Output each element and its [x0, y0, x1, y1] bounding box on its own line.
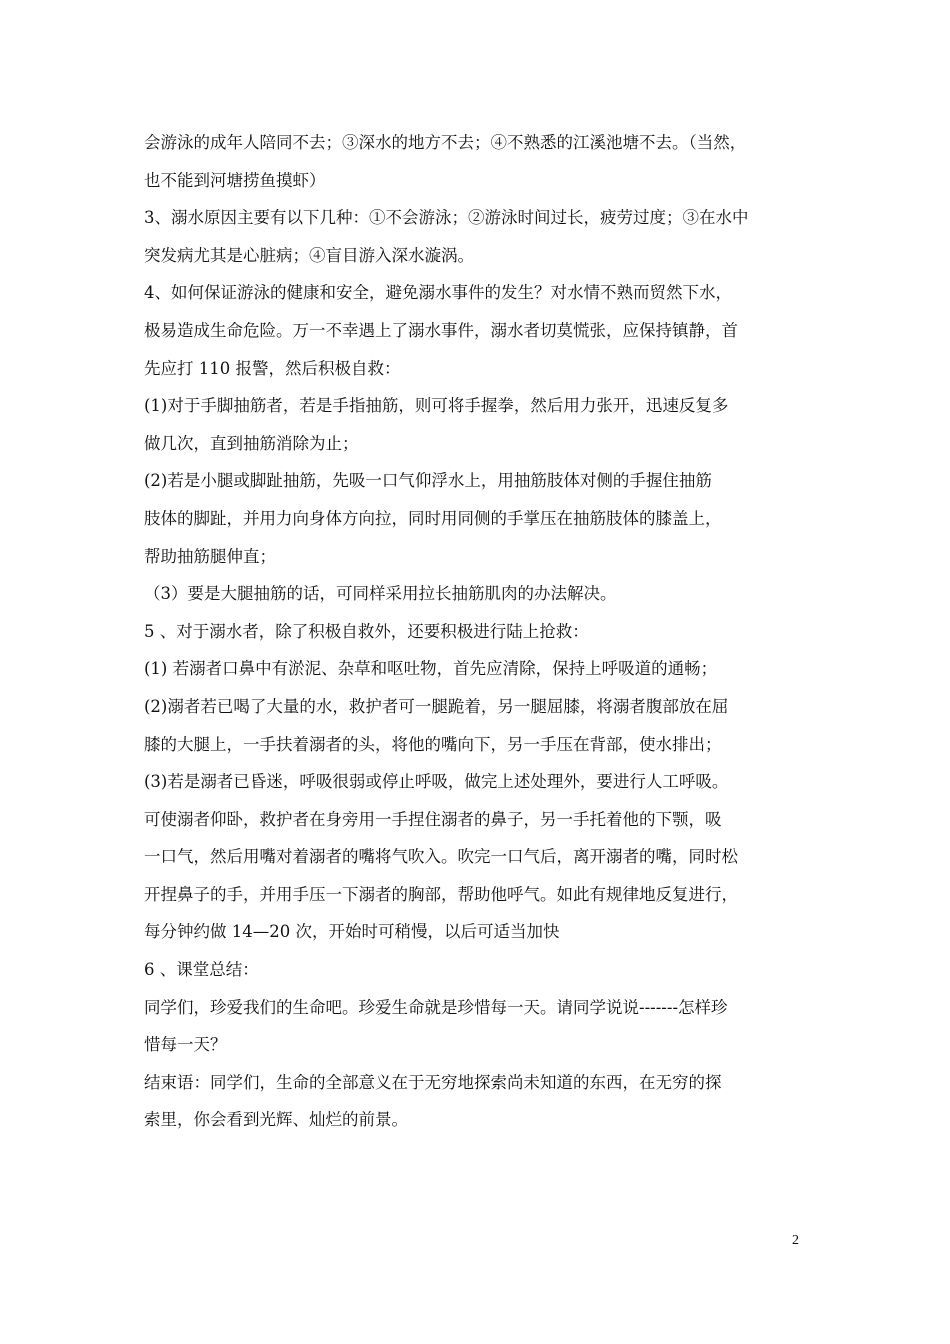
body-line: 极易造成生命危险。万一不幸遇上了溺水事件，溺水者切莫慌张，应保持镇静，首 — [144, 320, 738, 340]
body-line: （3）要是大腿抽筋的话，可同样采用拉长抽筋肌肉的办法解决。 — [144, 584, 617, 604]
body-line: 可使溺者仰卧，救护者在身旁用一手捏住溺者的鼻子，另一手托着他的下颚，吸 — [144, 809, 722, 829]
body-line: 也不能到河塘捞鱼摸虾） — [144, 170, 326, 190]
body-line: (1) 若溺者口鼻中有淤泥、杂草和呕吐物，首先应清除，保持上呼吸道的通畅； — [144, 659, 718, 679]
body-line: 膝的大腿上，一手扶着溺者的头，将他的嘴向下，另一手压在背部，使水排出； — [144, 734, 722, 754]
body-line: (2)溺者若已喝了大量的水，救护者可一腿跪着，另一腿屈膝，将溺者腹部放在屈 — [144, 696, 729, 716]
body-line: (3)若是溺者已昏迷，呼吸很弱或停止呼吸，做完上述处理外，要进行人工呼吸。 — [144, 772, 729, 792]
body-line: 开捏鼻子的手，并用手压一下溺者的胸部，帮助他呼气。如此有规律地反复进行， — [144, 884, 738, 904]
body-line: 4、如何保证游泳的健康和安全，避免溺水事件的发生？对水情不熟而贸然下水， — [144, 283, 732, 303]
body-line: (2)若是小腿或脚趾抽筋，先吸一口气仰浮水上，用抽筋肢体对侧的手握住抽筋 — [144, 471, 712, 491]
body-line: 结束语：同学们，生命的全部意义在于无穷地探索尚未知道的东西，在无穷的探 — [144, 1072, 722, 1092]
body-line: 一口气，然后用嘴对着溺者的嘴将气吹入。吹完一口气后，离开溺者的嘴，同时松 — [144, 847, 738, 867]
body-line: 先应打 110 报警，然后积极自救： — [144, 358, 401, 378]
body-line: 3、溺水原因主要有以下几种：①不会游泳；②游泳时间过长，疲劳过度；③在水中 — [144, 208, 749, 228]
body-line: 突发病尤其是心脏病；④盲目游入深水漩涡。 — [144, 245, 474, 265]
body-line: 肢体的脚趾，并用力向身体方向拉，同时用同侧的手掌压在抽筋肢体的膝盖上， — [144, 508, 722, 528]
body-line: 做几次，直到抽筋消除为止； — [144, 433, 359, 453]
body-line: (1)对于手脚抽筋者，若是手指抽筋，则可将手握拳，然后用力张开，迅速反复多 — [144, 396, 729, 416]
document-body — [144, 124, 810, 1139]
body-line: 帮助抽筋腿伸直； — [144, 546, 276, 566]
body-line: 6 、课堂总结： — [144, 960, 259, 980]
body-line: 每分钟约做 14—20 次，开始时可稍慢，以后可适当加快 — [144, 922, 560, 942]
body-line: 惜每一天？ — [144, 1035, 227, 1055]
body-line: 索里，你会看到光辉、灿烂的前景。 — [144, 1110, 408, 1130]
body-line: 同学们，珍爱我们的生命吧。珍爱生命就是珍惜每一天。请同学说说-------怎样珍 — [144, 997, 728, 1017]
body-line: 会游泳的成年人陪同不去；③深水的地方不去；④不熟悉的江溪池塘不去。（当然， — [144, 133, 747, 152]
page-number: 2 — [792, 1233, 799, 1248]
body-line: 5 、对于溺水者，除了积极自救外，还要积极进行陆上抢救： — [144, 621, 589, 641]
